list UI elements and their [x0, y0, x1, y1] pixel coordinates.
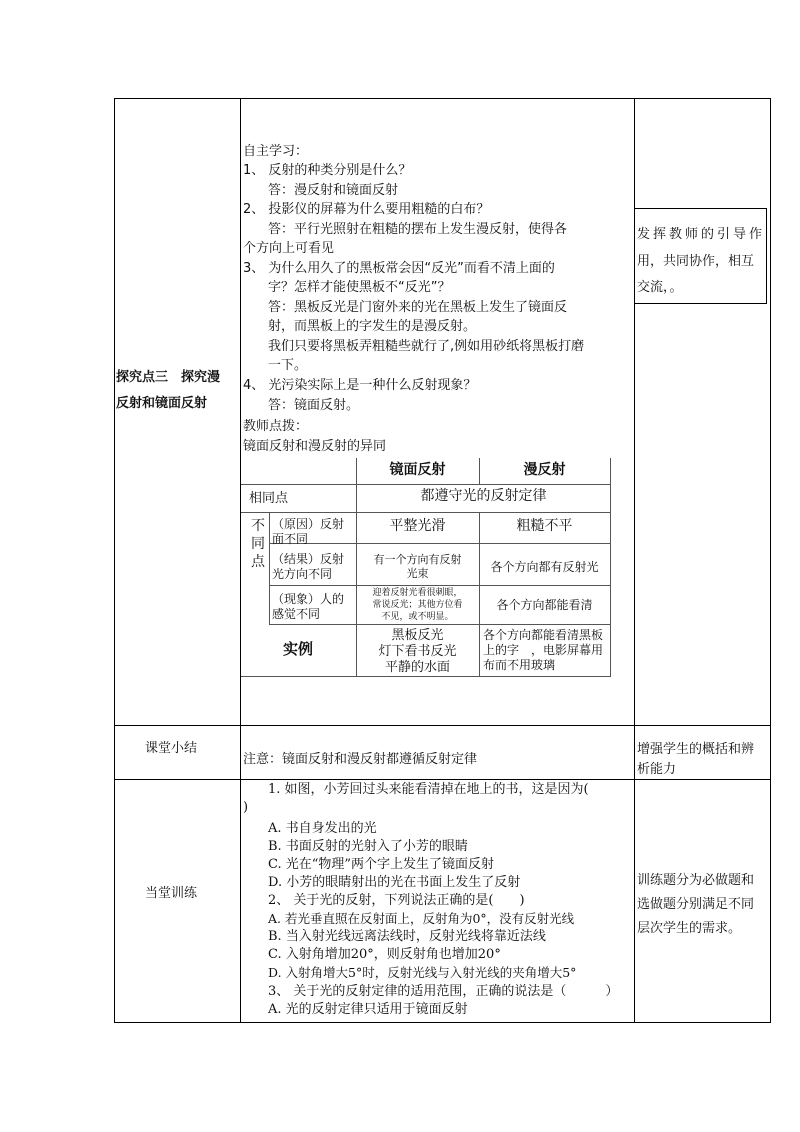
row1-note-line1: 发挥教师的引导作: [637, 227, 766, 242]
row1-line: 一下。: [268, 358, 308, 373]
row3-note-line1: 训练题分为必做题和: [637, 873, 755, 888]
ct-line: [479, 512, 480, 677]
row1-note-line3: 交流，。: [637, 280, 683, 295]
row3-line: A. 书自身发出的光: [268, 821, 377, 836]
table-border-right: [770, 98, 771, 1023]
row1-line: 4、 光污染实际上是一种什么反射现象？: [243, 378, 477, 393]
row1-line: 教师点拨：: [243, 419, 309, 434]
row3-line: B. 当入射光线远离法线时，反射光线将靠近法线: [268, 929, 546, 944]
ct-diff-label-1: 不: [251, 518, 265, 534]
ct-diff-label-2: 同: [251, 536, 265, 552]
row1-line: 3、 为什么用久了的黑板常会因“反光”而看不清上面的: [243, 261, 555, 276]
row2-note-line1: 增强学生的概括和辨: [637, 742, 755, 757]
ct-phen-mirror-1: 迎着反射光看很刺眼，: [372, 588, 463, 598]
ct-example-mirror-3: 平静的水面: [384, 660, 450, 675]
ct-cause-mirror: 平整光滑: [389, 518, 446, 534]
ct-result-mirror-1: 有一个方向有反射: [373, 553, 462, 566]
ct-header-diffuse: 漫反射: [523, 462, 566, 478]
table-border-row1-bottom: [114, 725, 771, 726]
ct-same-value: 都遵守光的反射定律: [420, 488, 547, 504]
ct-line: [269, 543, 611, 544]
ct-line: [269, 512, 270, 624]
row1-line: 镜面反射和漫反射的异同: [243, 439, 387, 454]
row1-line: 2、 投影仪的屏幕为什么要用粗糙的白布？: [243, 202, 490, 217]
ct-line: [241, 512, 611, 513]
ct-phen-label-2: 感觉不同: [272, 607, 321, 621]
row1-topic-label-line2: 反射和镜面反射: [116, 396, 208, 411]
ct-phen-mirror-2: 常说反光；其他方位看: [372, 600, 463, 610]
row3-line: D. 入射角增大5°时，反射光线与入射光线的夹角增大5°: [268, 965, 577, 980]
table-border-top: [114, 98, 771, 99]
row3-line: 3、 关于光的反射定律的适用范围，正确的说法是（ ）: [268, 984, 619, 999]
comparison-table: [241, 458, 611, 678]
row3-line: 2、 关于光的反射，下列说法正确的是( ): [268, 893, 525, 908]
ct-header-mirror: 镜面反射: [389, 462, 446, 478]
row1-line: 射，而黑板上的字发生的是漫反射。: [268, 319, 477, 334]
row1-line: 答：平行光照射在粗糙的摆布上发生漫反射，使得各: [268, 222, 568, 237]
row3-line: C. 光在“物理”两个字上发生了镜面反射: [268, 857, 495, 872]
row1-line: 答：镜面反射。: [268, 398, 360, 413]
ct-cause-label-1: （原因）反射: [272, 517, 345, 531]
ct-example-mirror-1: 黑板反光: [391, 628, 444, 643]
ct-cause-diffuse: 粗糙不平: [516, 518, 573, 534]
row3-line: ): [243, 800, 249, 815]
row3-note-line3: 层次学生的需求。: [637, 921, 742, 936]
ct-line: [269, 624, 611, 625]
table-border-left: [114, 98, 115, 1023]
row3-line: B. 书面反射的光射入了小芳的眼睛: [268, 839, 468, 854]
ct-line: [241, 484, 611, 485]
row1-line: 自主学习：: [243, 144, 309, 159]
ct-result-label-2: 光方向不同: [272, 567, 333, 581]
row1-line: 字？怎样才能使黑板不“反光”？: [268, 280, 451, 295]
ct-result-diffuse: 各个方向都有反射光: [490, 560, 599, 574]
ct-phen-label-1: （现象）人的: [272, 592, 345, 606]
row3-line: A. 若光垂直照在反射面上，反射角为0°，没有反射光线: [268, 911, 575, 926]
ct-example-diffuse-1: 各个方向都能看清黑板: [483, 628, 604, 642]
ct-phen-mirror-3: 不见，或不明显。: [381, 612, 454, 622]
ct-cause-label-2: 面不同: [272, 532, 309, 546]
ct-line: [269, 585, 611, 586]
ct-line: [241, 676, 611, 677]
row1-note-line2: 用，共同协作，相互: [637, 254, 755, 269]
ct-example-diffuse-3: 布而不用玻璃: [483, 658, 556, 672]
row3-line: 1. 如图，小芳回过头来能看清掉在地上的书，这是因为(: [268, 782, 589, 797]
row2-note-line2: 析能力: [637, 762, 677, 777]
table-border-bottom: [114, 1022, 771, 1023]
ct-example-mirror-2: 灯下看书反光: [378, 644, 457, 659]
row3-line: C. 入射角增加20°，则反射角也增加20°: [268, 947, 501, 962]
row1-line: 答：漫反射和镜面反射: [268, 183, 399, 198]
ct-example-diffuse-2: 上的字 ，电影屏幕用: [483, 643, 604, 657]
row3-label: 当堂训练: [145, 886, 198, 901]
table-border-row2-bottom: [114, 779, 771, 780]
row1-line: 个方向上可看见: [243, 241, 335, 256]
row2-label: 课堂小结: [145, 741, 198, 756]
ct-result-label-1: （结果）反射: [272, 552, 345, 566]
ct-example-label: 实例: [283, 640, 314, 658]
row3-note-line2: 选做题分别满足不同: [637, 897, 755, 912]
row1-line: 答：黑板反光是门窗外来的光在黑板上发生了镜面反: [268, 300, 568, 315]
row3-line: A. 光的反射定律只适用于镜面反射: [268, 1002, 468, 1017]
row2-content: 注意：镜面反射和漫反射都遵循反射定律: [243, 752, 478, 767]
ct-result-mirror-2: 光束: [406, 567, 429, 580]
row1-line: 我们只要将黑板弄粗糙些就行了,例如用砂纸将黑板打磨: [268, 339, 585, 354]
ct-same-label: 相同点: [249, 491, 289, 506]
row1-line: 1、 反射的种类分别是什么？: [243, 163, 412, 178]
row1-topic-label-line1: 探究点三 探究漫: [116, 370, 221, 385]
ct-diff-label-3: 点: [251, 554, 265, 570]
row3-line: D. 小芳的眼睛射出的光在书面上发生了反射: [268, 875, 521, 890]
ct-phen-diffuse: 各个方向都能看清: [496, 598, 593, 612]
